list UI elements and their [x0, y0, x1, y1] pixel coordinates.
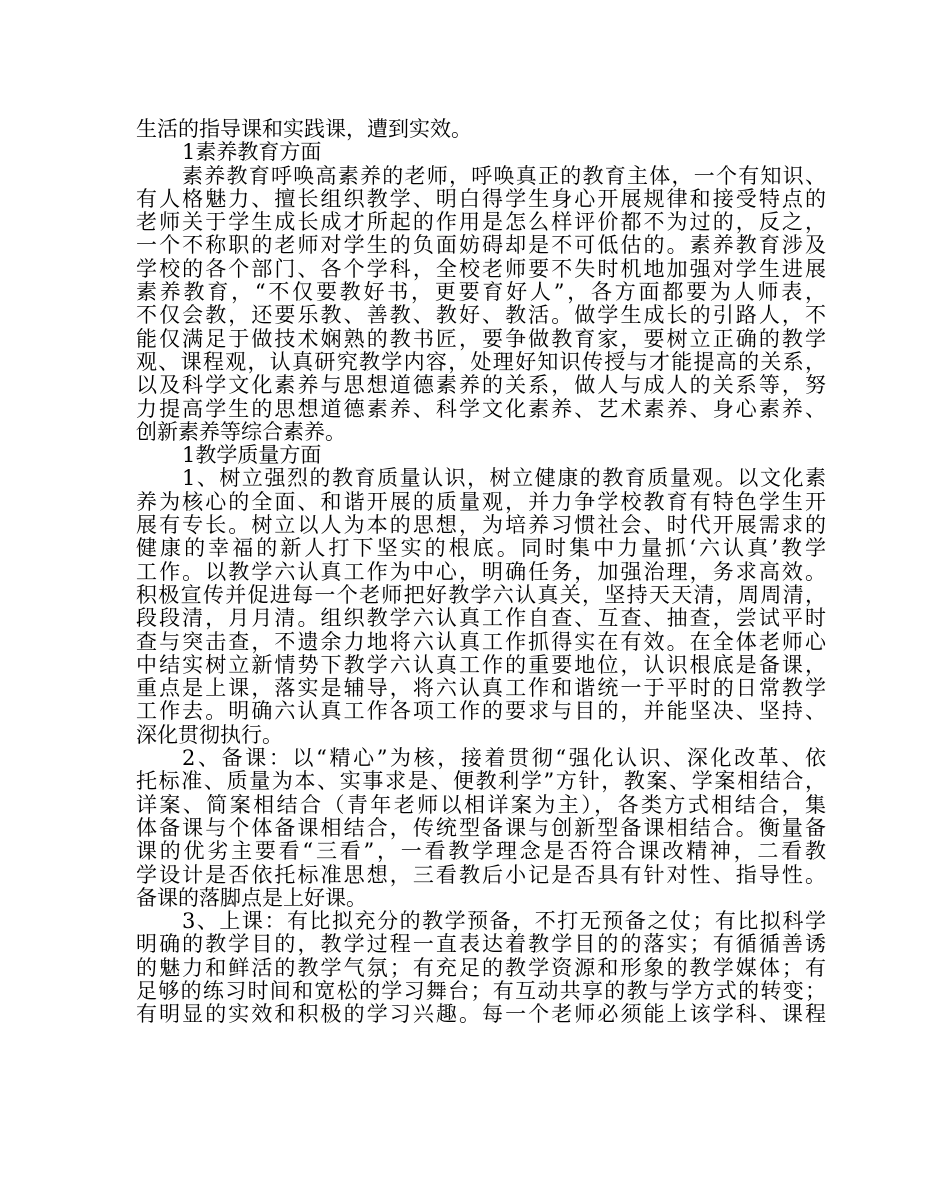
text-line: 学校的各个部门、各个学科，全校老师要不失时机地加强对学生进展	[136, 256, 826, 281]
text-line: 老师关于学生成长成才所起的作用是怎么样评价都不为过的，反之，	[136, 210, 826, 235]
text-line: 2、备课：以“精心”为核，接着贯彻“强化认识、深化改革、依	[182, 746, 826, 771]
text-line: 力提高学生的思想道德素养、科学文化素养、艺术素养、身心素养、	[136, 396, 826, 421]
text-line: 以及科学文化素养与思想道德素养的关系，做人与成人的关系等，努	[136, 373, 826, 398]
text-line: 生活的指导课和实践课，遭到实效。	[136, 117, 472, 141]
text-line: 学设计是否依托标准思想，三看教后小记是否具有针对性、指导性。	[136, 862, 826, 887]
section-heading: 1素养教育方面	[182, 140, 322, 165]
text-line: 创新素养等综合素养。	[136, 419, 346, 444]
text-line: 有人格魅力、擅长组织教学、明白得学生身心开展规律和接受特点的	[136, 186, 826, 211]
text-line: 素养教育，“不仅要教好书，更要育好人”，各方面都要为人师表，	[136, 280, 826, 305]
text-line: 有明显的实效和积极的学习兴趣。每一个老师必须能上该学科、课程	[136, 1002, 826, 1027]
text-line: 展有专长。树立以人为本的思想，为培养习惯社会、时代开展需求的	[136, 513, 826, 538]
text-line: 重点是上课，落实是辅导，将六认真工作和谐统一于平时的日常教学	[136, 676, 826, 701]
text-line: 课的优劣主要看“三看”，一看教学理念是否符合课改精神，二看教	[136, 839, 826, 864]
text-line: 中结实树立新情势下教学六认真工作的重要地位，认识根底是备课，	[136, 652, 826, 677]
text-line: 深化贯彻执行。	[136, 722, 283, 747]
text-line: 1、树立强烈的教育质量认识，树立健康的教育质量观。以文化素	[182, 466, 826, 491]
section-heading: 1教学质量方面	[182, 443, 322, 468]
text-line: 工作去。明确六认真工作各项工作的要求与目的，并能坚决、坚持、	[136, 699, 826, 724]
text-line: 详案、简案相结合（青年老师以相详案为主），各类方式相结合，集	[136, 792, 826, 817]
text-line: 3、上课：有比拟充分的教学预备，不打无预备之仗；有比拟科学	[182, 909, 826, 934]
text-line: 工作。以教学六认真工作为中心，明确任务，加强治理，务求高效。	[136, 559, 826, 584]
document-page	[136, 118, 826, 1027]
text-line: 足够的练习时间和宽松的学习舞台；有互动共享的教与学方式的转变；	[136, 978, 826, 1003]
text-line: 明确的教学目的，教学过程一直表达着教学目的的落实；有循循善诱	[136, 932, 826, 957]
text-line: 健康的幸福的新人打下坚实的根底。同时集中力量抓‘六认真’教学	[136, 536, 826, 561]
text-line: 观、课程观，认真研究教学内容，处理好知识传授与才能提高的关系，	[136, 349, 826, 374]
text-line: 素养教育呼唤高素养的老师，呼唤真正的教育主体，一个有知识、	[182, 163, 826, 188]
text-line: 积极宣传并促进每一个老师把好教学六认真关，坚持天天清，周周清，	[136, 582, 826, 607]
text-line: 体备课与个体备课相结合，传统型备课与创新型备课相结合。衡量备	[136, 815, 826, 840]
text-line: 备课的落脚点是上好课。	[136, 885, 367, 910]
text-line: 查与突击查，不遗余力地将六认真工作抓得实在有效。在全体老师心	[136, 629, 826, 654]
text-line: 一个不称职的老师对学生的负面妨碍却是不可低估的。素养教育涉及	[136, 233, 826, 258]
text-line: 段段清，月月清。组织教学六认真工作自查、互查、抽查，尝试平时	[136, 606, 826, 631]
text-line: 不仅会教，还要乐教、善教、教好、教活。做学生成长的引路人，不	[136, 303, 826, 328]
text-line: 托标准、质量为本、实事求是、便教利学”方针，教案、学案相结合，	[136, 769, 826, 794]
text-line: 的魅力和鲜活的教学气氛；有充足的教学资源和形象的教学媒体；有	[136, 955, 826, 980]
text-line: 养为核心的全面、和谐开展的质量观，并力争学校教育有特色学生开	[136, 489, 826, 514]
text-line: 能仅满足于做技术娴熟的教书匠，要争做教育家，要树立正确的教学	[136, 326, 826, 351]
